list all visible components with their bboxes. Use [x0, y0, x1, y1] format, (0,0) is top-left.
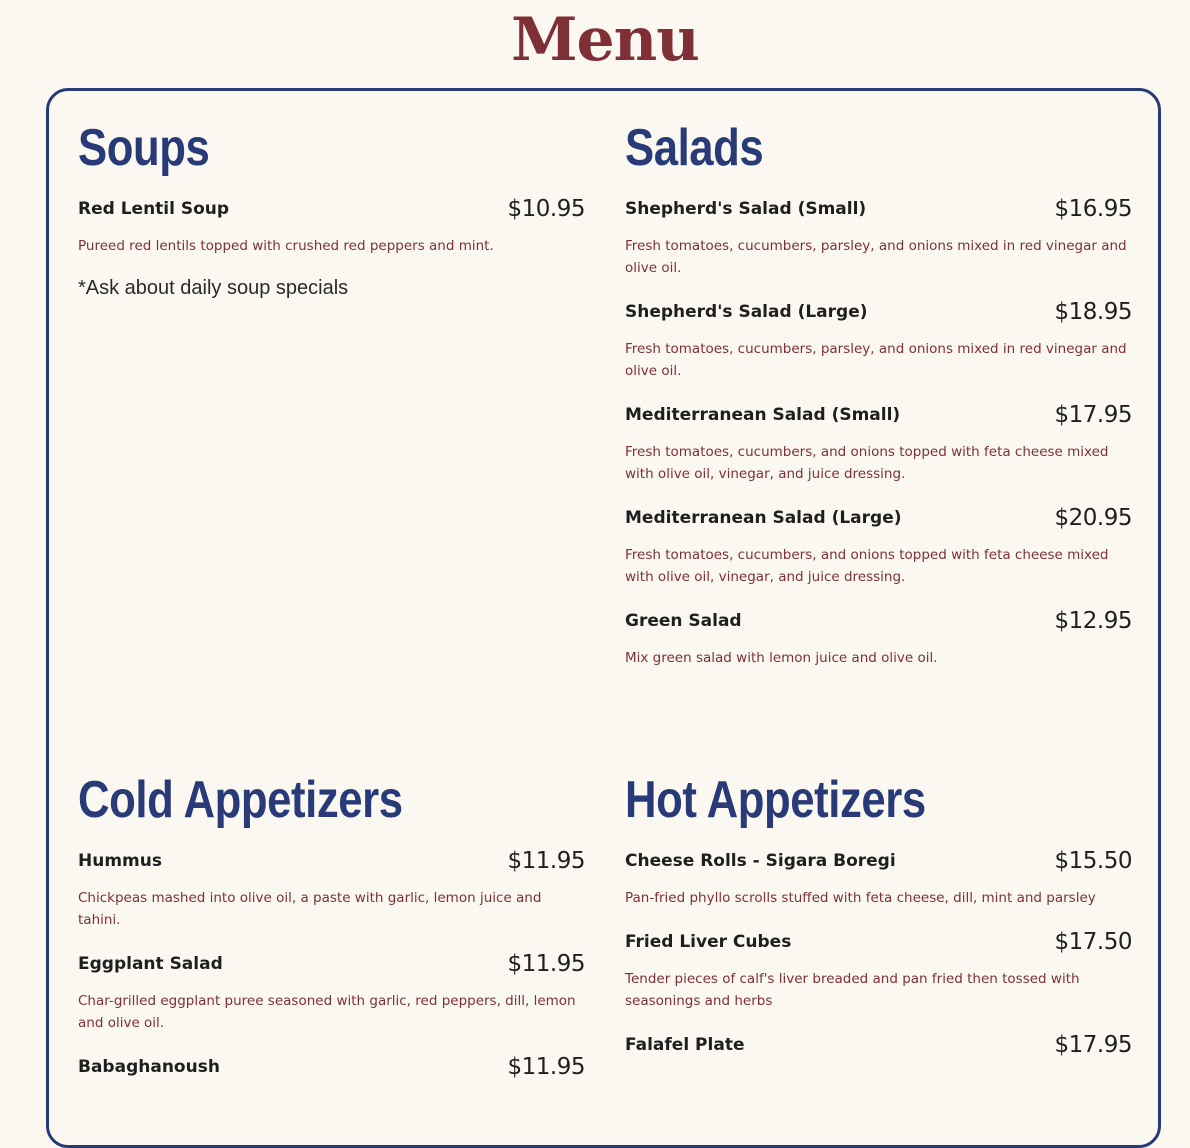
item-price: $11.95: [507, 848, 585, 874]
item-price: $17.95: [1054, 402, 1132, 428]
section-heading: Soups: [78, 119, 210, 177]
item-name: Cheese Rolls - Sigara Boregi: [625, 851, 896, 871]
item-price: $18.95: [1054, 299, 1132, 325]
item-price: $16.95: [1054, 196, 1132, 222]
item-description: Mix green salad with lemon juice and olive oil.: [625, 650, 938, 666]
menu-item: [625, 505, 1132, 588]
menu-item: [625, 929, 1132, 1012]
item-price: $11.95: [507, 1054, 585, 1080]
item-name: Fried Liver Cubes: [625, 932, 792, 952]
section-salads: [625, 118, 1132, 689]
item-name: Mediterranean Salad (Small): [625, 405, 901, 425]
page-title: Menu: [511, 5, 699, 75]
item-name: Red Lentil Soup: [78, 199, 230, 219]
section-heading: Hot Appetizers: [625, 771, 926, 829]
menu-item: [625, 608, 1132, 669]
section-cold-appetizers: [78, 770, 585, 1100]
item-name: Eggplant Salad: [78, 954, 223, 974]
menu-item: [625, 299, 1132, 382]
item-name: Green Salad: [625, 611, 742, 631]
item-name: Hummus: [78, 851, 162, 871]
menu-item: [78, 951, 585, 1034]
item-description: Fresh tomatoes, cucumbers, parsley, and onions mixed in red vinegar and olive oil.: [625, 341, 1127, 379]
section-soups: [78, 118, 585, 300]
menu-item: [625, 1032, 1132, 1058]
menu-item: [78, 196, 585, 257]
item-description: Char-grilled eggplant puree seasoned with garlic, red peppers, dill, lemon and olive oil.: [78, 993, 576, 1031]
item-name: Babaghanoush: [78, 1057, 220, 1077]
item-description: Pan-fried phyllo scrolls stuffed with feta cheese, dill, mint and parsley: [625, 890, 1096, 906]
item-price: $17.50: [1054, 929, 1132, 955]
item-name: Shepherd's Salad (Small): [625, 199, 867, 219]
menu-item: [625, 402, 1132, 485]
item-description: Fresh tomatoes, cucumbers, parsley, and onions mixed in red vinegar and olive oil.: [625, 238, 1127, 276]
menu-item: [78, 848, 585, 931]
item-name: Falafel Plate: [625, 1035, 745, 1055]
item-price: $11.95: [507, 951, 585, 977]
item-name: Mediterranean Salad (Large): [625, 508, 902, 528]
section-heading: Cold Appetizers: [78, 771, 403, 829]
item-description: Fresh tomatoes, cucumbers, and onions topped with feta cheese mixed with olive oil, vinegar, and juice dressing.: [625, 547, 1109, 585]
item-description: Pureed red lentils topped with crushed red peppers and mint.: [78, 238, 494, 254]
item-name: Shepherd's Salad (Large): [625, 302, 868, 322]
menu-item: [625, 848, 1132, 909]
item-price: $17.95: [1054, 1032, 1132, 1058]
soup-specials-note: *Ask about daily soup specials: [78, 277, 349, 299]
item-price: $20.95: [1054, 505, 1132, 531]
section-heading: Salads: [625, 119, 764, 177]
item-description: Tender pieces of calf's liver breaded and pan fried then tossed with seasonings and herbs: [625, 971, 1080, 1009]
section-hot-appetizers: [625, 770, 1132, 1078]
item-price: $12.95: [1054, 608, 1132, 634]
item-description: Chickpeas mashed into olive oil, a paste with garlic, lemon juice and tahini.: [78, 890, 542, 928]
menu-item: [78, 1054, 585, 1080]
menu-item: [625, 196, 1132, 279]
item-price: $15.50: [1054, 848, 1132, 874]
item-price: $10.95: [507, 196, 585, 222]
item-description: Fresh tomatoes, cucumbers, and onions topped with feta cheese mixed with olive oil, vinegar, and juice dressing.: [625, 444, 1109, 482]
